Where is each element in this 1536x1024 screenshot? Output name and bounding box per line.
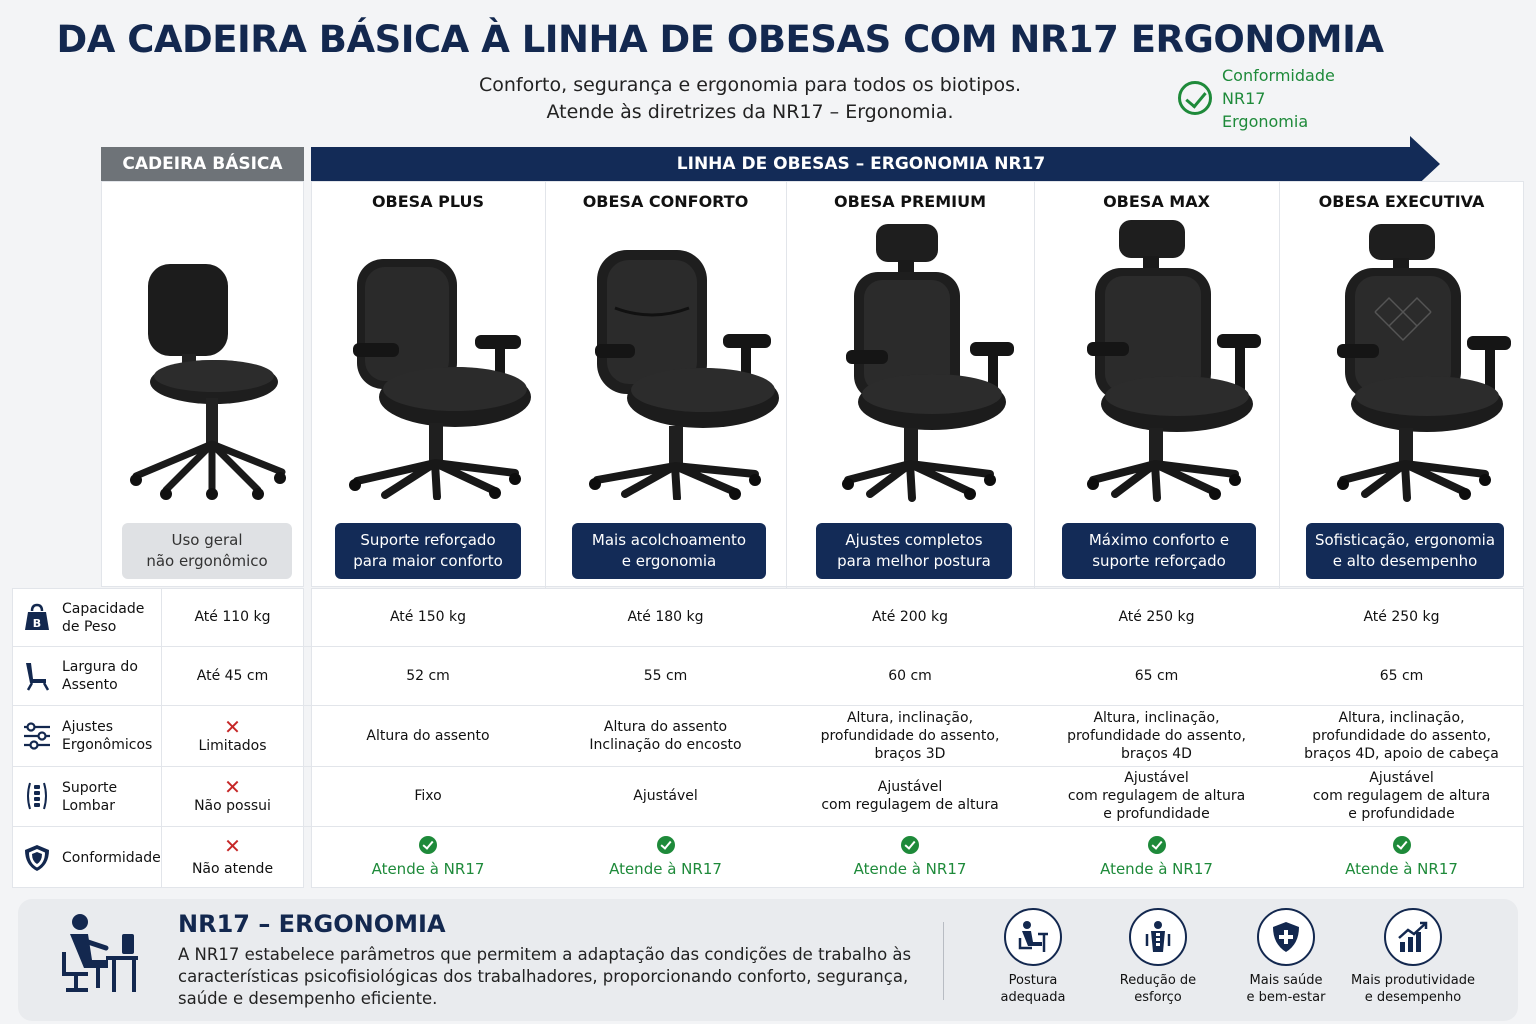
seat-icon [22,661,52,691]
basic-adjust: ✕ Limitados [198,714,267,754]
spine-icon [1141,920,1175,954]
footer-title: NR17 – ERGONOMIA [178,910,446,938]
basic-tagline: Uso geral não ergonômico [122,523,292,579]
chair-image [1085,218,1265,502]
chair-image [345,255,535,500]
benefit-posture: Postura adequada [963,908,1103,1006]
model-adjust: Altura, inclinação, profundidade do assento, braços 4D, apoio de cabeça [1304,709,1499,762]
svg-text:B: B [32,617,42,630]
basic-seat: Até 45 cm [196,667,269,684]
chair-image [840,222,1020,502]
model-seat: 55 cm [643,667,688,684]
model-tagline: Máximo conforto e suporte reforçado [1062,523,1256,579]
model-conformity: Atende à NR17 [1279,826,1524,888]
conformity-badge: Conformidade NR17 Ergonomia [1178,74,1378,122]
model-lumbar: Ajustável [633,788,698,804]
shield-check-icon [22,843,52,873]
model-seat: 52 cm [406,667,450,684]
row-label-seat: Largura do Assento [62,659,138,693]
chair-image [585,248,780,500]
lumbar-spine-icon [22,781,52,811]
model-seat: 65 cm [1379,667,1424,684]
basic-lumbar: ✕ Não possui [194,775,271,814]
model-conformity: Atende à NR17 [545,826,786,888]
growth-chart-icon [1396,920,1430,954]
model-tagline: Mais acolchoamento e ergonomia [572,523,766,579]
cross-icon: ✕ [224,834,241,858]
cross-icon: ✕ [224,775,241,799]
model-adjust: Altura, inclinação, profundidade do assento, braços 4D [1067,709,1246,762]
model-lumbar: Ajustável com regulagem de altura [821,779,999,813]
weight-icon [22,602,52,632]
page-title: DA CADEIRA BÁSICA À LINHA DE OBESAS COM NR17 ERGONOMIA [56,18,1384,61]
model-adjust: Altura, inclinação, profundidade do assento, braços 3D [820,709,1000,762]
row-label-weight: Capacidade de Peso [62,601,145,635]
check-circle-icon [901,836,919,854]
health-shield-icon [1269,920,1303,954]
basic-chair-header: CADEIRA BÁSICA [101,147,304,181]
check-circle-icon [1178,81,1212,115]
basic-chair-image [126,258,286,500]
model-adjust: Altura do assento Inclinação do encosto [589,718,742,753]
model-tagline: Sofisticação, ergonomia e alto desempenho [1306,523,1504,579]
model-lumbar: Ajustável com regulagem de altura e profundidade [1067,770,1246,822]
worker-at-desk-icon [58,912,142,996]
model-conformity: Atende à NR17 [311,826,545,888]
model-name: OBESA EXECUTIVA [1318,192,1485,211]
row-label-lumbar: Suporte Lombar [62,780,118,814]
check-circle-icon [1148,836,1166,854]
model-conformity: Atende à NR17 [1034,826,1279,888]
check-circle-icon [657,836,675,854]
check-circle-icon [1393,836,1411,854]
obese-line-header: LINHA DE OBESAS – ERGONOMIA NR17 [311,147,1411,181]
model-tagline: Ajustes completos para melhor postura [816,523,1012,579]
benefit-productivity: Mais produtividade e desempenho [1343,908,1483,1006]
model-name: OBESA CONFORTO [582,192,749,211]
sliders-icon [22,721,52,751]
model-weight: Até 180 kg [627,609,704,625]
cross-icon: ✕ [224,714,241,739]
basic-conformity: ✕ Não atende [191,834,274,877]
row-label-conformity: Conformidade [62,850,161,866]
model-name: OBESA MAX [1103,192,1210,211]
model-weight: Até 150 kg [389,609,467,625]
check-circle-icon [419,836,437,854]
model-name: OBESA PREMIUM [834,192,986,211]
chair-image [1335,222,1515,502]
model-weight: Até 250 kg [1363,609,1440,625]
model-lumbar: Ajustável com regulagem de altura e profundidade [1312,770,1491,822]
posture-icon [1016,920,1050,954]
benefit-effort: Redução de esforço [1088,908,1228,1006]
model-adjust: Altura do assento [366,727,490,744]
model-weight: Até 250 kg [1118,609,1195,625]
row-label-adjust: Ajustes Ergonômicos [62,719,153,753]
page-subtitle: Conforto, segurança e ergonomia para todos os biotipos. Atende às diretrizes da NR17 – Ergonomia. [478,74,1022,123]
model-lumbar: Fixo [414,788,442,804]
footer-text: A NR17 estabelece parâmetros que permitem a adaptação das condições de trabalho às características psicofisiológicas dos trabalhadores, proporcionando conforto, segurança, saúde e desempenho eficiente. [178,945,912,1008]
benefit-health: Mais saúde e bem-estar [1216,908,1356,1006]
model-tagline: Suporte reforçado para maior conforto [335,523,521,579]
model-weight: Até 200 kg [871,609,949,625]
model-seat: 65 cm [1134,667,1179,684]
model-seat: 60 cm [888,667,932,684]
model-name: OBESA PLUS [371,192,485,211]
basic-weight: Até 110 kg [194,609,271,625]
model-conformity: Atende à NR17 [786,826,1034,888]
